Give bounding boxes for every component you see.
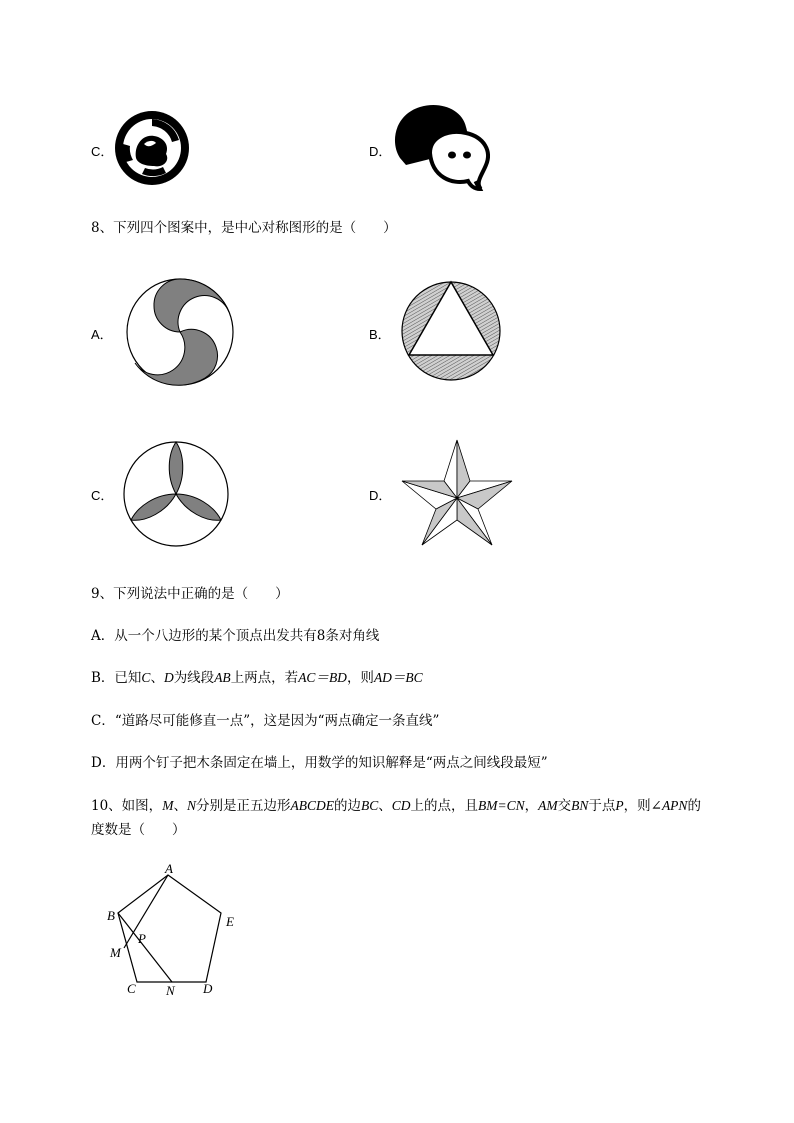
q9-option-d: D．用两个钉子把木条固定在墙上，用数学的知识解释是“两点之间线段最短”	[91, 755, 548, 771]
q9-option-b: B．已知C、D为线段AB上两点，若AC＝BD，则AD＝BC	[91, 670, 423, 686]
pentagon-outline	[118, 875, 221, 982]
q7-option-d-label: D．	[369, 144, 392, 159]
vertex-b-label: B	[107, 908, 115, 923]
segment-am	[124, 875, 168, 948]
q9-stem: 9、下列说法中正确的是（ ）	[91, 586, 289, 602]
q9-option-c: C．“道路尽可能修直一点”，这是因为“两点确定一条直线”	[91, 713, 440, 729]
q10-stem-line2: 度数是（ ）	[91, 822, 186, 838]
q8-option-b-figure	[400, 280, 502, 382]
q8-option-c-figure	[122, 440, 230, 548]
segment-bn	[118, 913, 172, 982]
q8-option-a-label: A．	[91, 327, 113, 342]
vertex-e-label: E	[226, 914, 234, 929]
q8-option-a-figure	[125, 277, 235, 387]
q8-option-d-label: D．	[369, 488, 392, 503]
point-n-label: N	[166, 983, 175, 998]
vertex-c-label: C	[127, 981, 136, 996]
q8-option-d-figure	[400, 438, 514, 548]
q9-option-a: A．从一个八边形的某个顶点出发共有8条对角线	[91, 628, 380, 644]
q7-option-d-figure	[390, 103, 494, 195]
vertex-d-label: D	[203, 981, 213, 996]
q8-option-b-label: B．	[369, 327, 391, 342]
q8-option-c-label: C．	[91, 488, 114, 503]
vertex-a-label: A	[165, 862, 173, 876]
point-p-label: P	[138, 931, 146, 946]
q8-stem: 8、下列四个图案中，是中心对称图形的是（ ）	[91, 220, 397, 236]
q7-option-c-label: C．	[91, 144, 114, 159]
q7-option-c-figure	[114, 110, 190, 186]
q10-stem-line1: 10、如图，M、N分别是正五边形ABCDE的边BC、CD上的点，且BM=CN，AM交BN于点P，则∠APN的	[91, 798, 701, 814]
point-m-label: M	[110, 945, 121, 960]
q10-pentagon-figure	[100, 862, 250, 1007]
